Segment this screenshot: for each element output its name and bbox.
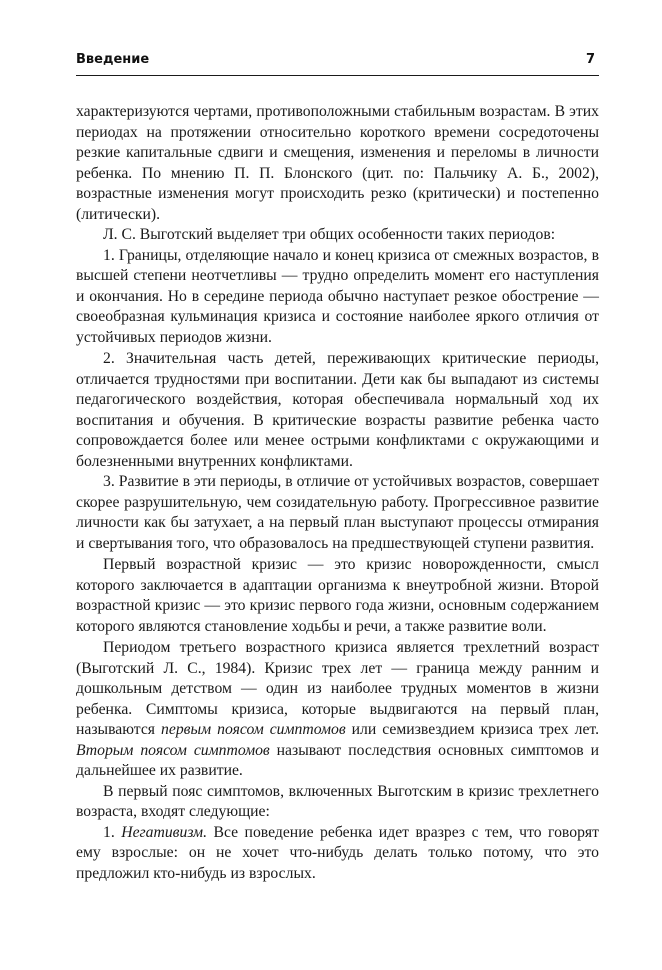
paragraph-8-text: В первый пояс симптомов, включенных Выготским в кризис трехлетнего возраста, входят следующие: [76,782,599,820]
paragraph-7-text-2: или семизвездием кризиса трех лет. [345,721,599,738]
paragraph-3 [76,246,599,349]
paragraph-5 [76,472,599,554]
paragraph-6-text: Первый возрастной кризис — это кризис новорожденности, смысл которого заключается в адаптации организма к внеутробной жизни. Второй возрастной кризис — это кризис первого года жизни, основным содержанием которого являются становление ходьбы и речи, а также развитие воли. [76,556,599,635]
paragraph-2-text: Л. С. Выготский выделяет три общих особенности таких периодов: [103,226,556,243]
paragraph-8 [76,782,599,823]
paragraph-7 [76,638,599,782]
paragraph-9-italic-term: Негативизм. [121,823,207,841]
chapter-title: Введение [76,52,150,67]
paragraph-7-italic-term-1: первым поясом симптомов [161,721,346,738]
paragraph-1-text: характеризуются чертами, противоположными стабильным возрастам. В этих периодах на протяжении относительно короткого времени сосредоточены резкие капитальные сдвиги и смещения, изменения и переломы в личности ребенка. По мнению П. П. Блонского (цит. по: Пальчику А. Б., 2002), возрастные изменения могут происходить резко (критически) и постепенно (литически). [76,103,599,223]
paragraph-2 [76,225,599,246]
paragraph-9 [76,823,599,885]
paragraph-9-text-2: Все поведение ребенка идет вразрез с тем, что говорят ему взрослые: он не хочет что-нибудь делать только потому, что это предложил кто-нибудь из взрослых. [76,823,599,882]
paragraph-6 [76,555,599,637]
paragraph-7-italic-term-2: Вторым поясом симптомов [76,741,270,759]
paragraph-3-text: 1. Границы, отделяющие начало и конец кризиса от смежных возрастов, в высшей степени неотчетливы — трудно определить момент его наступления и окончания. Но в середине периода обычно наступает резкое обострение — своеобразная кульминация кризиса и состояние наиболее яркого отличия от устойчивых периодов жизни. [76,246,599,346]
paragraph-7-text: Периодом третьего возрастного кризиса является трехлетний возраст (Выготский Л. С., 1984). Кризис трех лет — граница между ранним и дошкольным детством — один из наиболее трудных моментов в жизни ребенка. Симптомы кризиса, которые выдвигаются на первый план, называются [76,639,599,738]
running-header [76,49,599,76]
paragraph-1 [76,102,599,225]
paragraph-5-text: 3. Развитие в эти периоды, в отличие от устойчивых возрастов, совершает скорее разрушительную, чем созидательную работу. Прогрессивное развитие личности как бы затухает, а на первый план выступают процессы отмирания и свертывания того, что образовалось на предшествующей ступени развития. [76,473,599,552]
paragraph-4-text: 2. Значительная часть детей, переживающих критические периоды, отличается трудностями при воспитании. Дети как бы выпадают из системы педагогического воздействия, которая обеспечивала нормальный ход их воспитания и обучения. В критические возрасты развитие ребенка часто сопровождается более или менее острыми конфликтами с окружающими и болезненными внутренних конфликтами. [76,350,599,470]
paragraph-4 [76,349,599,472]
paragraph-9-text: 1. [103,823,122,841]
paragraph-7-text-3: называют последствия основных симптомов и дальнейшее их развитие. [76,741,599,779]
body-text [76,102,599,884]
page-number: 7 [585,52,595,67]
